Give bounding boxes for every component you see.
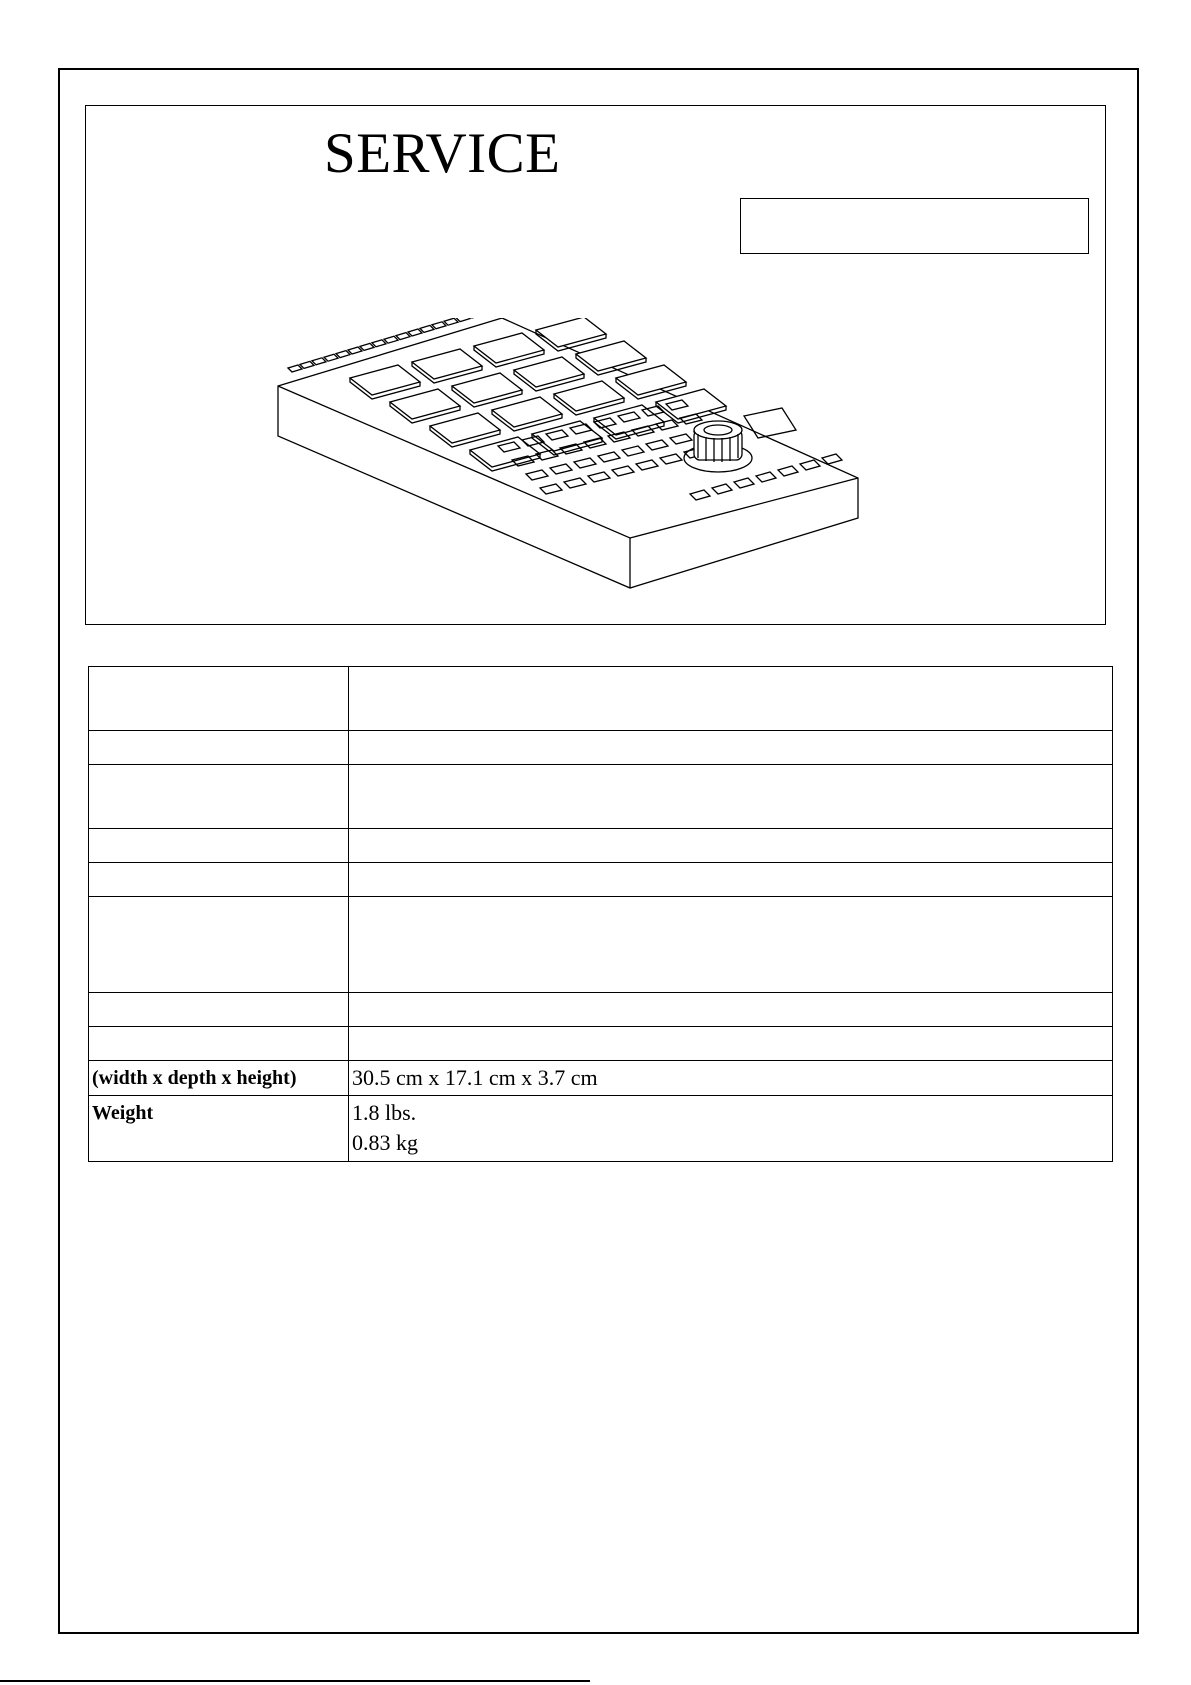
spec-label xyxy=(89,765,349,829)
top-button xyxy=(408,329,422,336)
spec-label xyxy=(89,829,349,863)
specifications-table xyxy=(88,666,1113,1162)
spec-row xyxy=(89,897,1113,993)
top-button xyxy=(372,340,386,347)
spec-label xyxy=(89,897,349,993)
spec-value xyxy=(349,765,1113,829)
top-button xyxy=(288,365,302,372)
top-button xyxy=(324,354,338,361)
top-button xyxy=(420,325,434,332)
spec-row xyxy=(89,731,1113,765)
spec-value xyxy=(349,829,1113,863)
spec-label: Weight xyxy=(89,1096,349,1162)
top-button xyxy=(336,351,350,358)
spec-value-line: 1.8 lbs. xyxy=(352,1100,417,1125)
spec-value-line: 0.83 kg xyxy=(352,1130,418,1155)
spec-value xyxy=(349,897,1113,993)
spec-value-line: 30.5 cm x 17.1 cm x 3.7 cm xyxy=(352,1065,598,1090)
top-button xyxy=(432,322,446,329)
spec-row xyxy=(89,863,1113,897)
top-button xyxy=(348,347,362,354)
spec-row xyxy=(89,1096,1113,1162)
spec-value xyxy=(349,993,1113,1027)
spec-value xyxy=(349,1096,1113,1162)
top-button xyxy=(456,318,470,322)
top-button xyxy=(444,318,458,325)
drum-pad-controller-illustration xyxy=(270,318,870,593)
spec-value xyxy=(349,731,1113,765)
spec-label xyxy=(89,1027,349,1061)
spec-label xyxy=(89,667,349,731)
spec-label: (width x depth x height) xyxy=(89,1061,349,1096)
top-button xyxy=(396,333,410,340)
spec-value xyxy=(349,667,1113,731)
spec-label xyxy=(89,863,349,897)
top-button xyxy=(300,361,314,368)
spec-row xyxy=(89,993,1113,1027)
model-name-box xyxy=(740,198,1089,254)
spec-value xyxy=(349,1027,1113,1061)
spec-value xyxy=(349,863,1113,897)
spec-row xyxy=(89,829,1113,863)
page-bottom-rule xyxy=(0,1680,590,1682)
top-button xyxy=(384,336,398,343)
top-button xyxy=(312,358,326,365)
spec-row xyxy=(89,667,1113,731)
spec-row xyxy=(89,1027,1113,1061)
service-title: SERVICE xyxy=(324,122,561,185)
spec-row xyxy=(89,1061,1113,1096)
spec-value xyxy=(349,1061,1113,1096)
spec-row xyxy=(89,765,1113,829)
top-button xyxy=(360,343,374,350)
spec-label xyxy=(89,731,349,765)
spec-label xyxy=(89,993,349,1027)
